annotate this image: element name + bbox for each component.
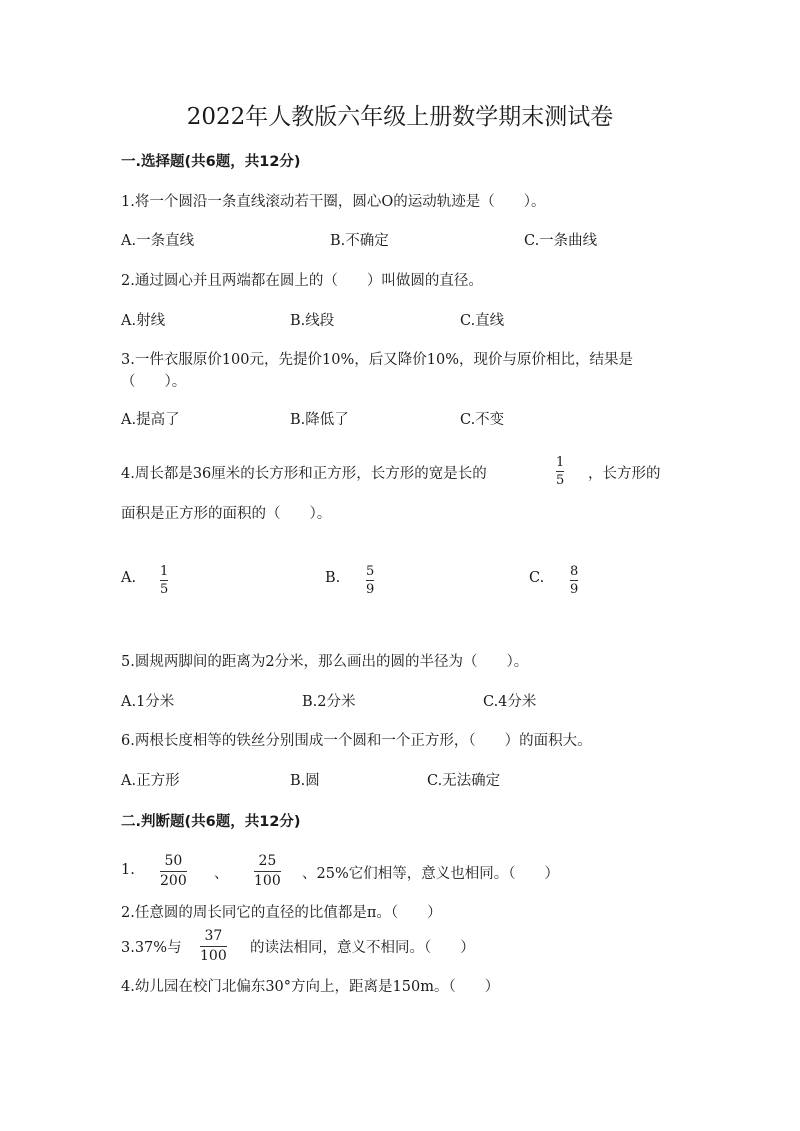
q4-a-denominator: 5	[160, 582, 169, 597]
q4-b-denominator: 9	[366, 582, 375, 597]
judgement-1-text: 、25%它们相等，意义也相同。（ ）	[302, 866, 559, 882]
q4-fraction-denominator: 5	[556, 473, 565, 488]
j1-f2-numerator: 25	[258, 853, 277, 869]
j1-f1-denominator: 200	[160, 873, 187, 889]
judgement-4: 4.幼儿园在校门北偏东30°方向上，距离是150m。（ ）	[121, 979, 500, 995]
q4-option-c-label: C.	[529, 570, 545, 586]
judgement-3-start: 3.37%与	[121, 940, 182, 956]
question-4-line1-end: ，长方形的	[588, 466, 661, 482]
q5-option-a: A.1分米	[121, 694, 175, 710]
q4-option-a-label: A.	[121, 570, 137, 586]
j1-fraction-1	[160, 853, 187, 890]
question-2: 2.通过圆心并且两端都在圆上的（ ）叫做圆的直径。	[121, 273, 483, 289]
q3-option-a: A.提高了	[121, 412, 180, 428]
question-1: 1.将一个圆沿一条直线滚动若干圈，圆心O的运动轨迹是（ ）。	[121, 194, 546, 210]
fraction-bar	[570, 580, 578, 581]
fraction-bar	[160, 580, 168, 581]
q4-b-numerator: 5	[366, 564, 375, 579]
judgement-2: 2.任意圆的周长同它的直径的比值都是π。（ ）	[121, 905, 442, 921]
question-4-line1: 4.周长都是36厘米的长方形和正方形，长方形的宽是长的	[121, 466, 487, 482]
q6-option-c: C.无法确定	[427, 773, 501, 789]
question-5: 5.圆规两脚间的距离为2分米，那么画出的圆的半径为（ ）。	[121, 654, 529, 670]
q2-option-a: A.射线	[121, 313, 166, 329]
q2-option-b: B.线段	[290, 313, 335, 329]
j1-f2-denominator: 100	[254, 873, 281, 889]
q1-option-c: C.一条曲线	[524, 233, 598, 249]
q5-option-c: C.4分米	[483, 694, 537, 710]
j1-fraction-2	[254, 853, 281, 890]
page-title: 2022年人教版六年级上册数学期末测试卷	[186, 104, 614, 130]
question-6: 6.两根长度相等的铁丝分别围成一个圆和一个正方形，（ ）的面积大。	[121, 733, 592, 749]
q3-option-b: B.降低了	[290, 412, 349, 428]
fraction-bar	[254, 871, 281, 872]
fraction-bar	[556, 471, 564, 472]
judgement-3-end: 的读法相同，意义不相同。（ ）	[250, 940, 475, 956]
section-heading-choice: 一.选择题(共6题，共12分)	[121, 154, 301, 170]
q1-option-a: A.一条直线	[121, 233, 195, 249]
judgement-1-number: 1.	[121, 862, 135, 878]
q2-option-c: C.直线	[460, 313, 505, 329]
q4-a-numerator: 1	[160, 564, 169, 579]
fraction-bar	[366, 580, 374, 581]
fraction-bar	[200, 946, 227, 947]
q4-c-numerator: 8	[570, 564, 579, 579]
q6-option-a: A.正方形	[121, 773, 180, 789]
q4-option-c-fraction	[570, 564, 578, 597]
j3-numerator: 37	[204, 928, 223, 944]
j1-separator: 、	[214, 866, 229, 882]
section-heading-judgement: 二.判断题(共6题，共12分)	[121, 814, 301, 830]
j3-fraction	[200, 928, 227, 965]
q5-option-b: B.2分米	[302, 694, 356, 710]
question-4-line2: 面积是正方形的面积的（ ）。	[121, 506, 332, 522]
q1-option-b: B.不确定	[330, 233, 389, 249]
fraction-bar	[160, 871, 187, 872]
q4-option-a-fraction	[160, 564, 168, 597]
q4-option-b-fraction	[366, 564, 374, 597]
q3-option-c: C.不变	[460, 412, 505, 428]
q4-fraction-numerator: 1	[556, 455, 565, 470]
q4-fraction	[556, 455, 564, 488]
question-3-line1: 3.一件衣服原价100元，先提价10%，后又降价10%，现价与原价相比，结果是	[121, 352, 633, 368]
j1-f1-numerator: 50	[164, 853, 183, 869]
j3-denominator: 100	[200, 948, 227, 964]
q6-option-b: B.圆	[290, 773, 320, 789]
q4-c-denominator: 9	[570, 582, 579, 597]
q4-option-b-label: B.	[325, 570, 341, 586]
question-3-line2: （ ）。	[121, 374, 187, 390]
